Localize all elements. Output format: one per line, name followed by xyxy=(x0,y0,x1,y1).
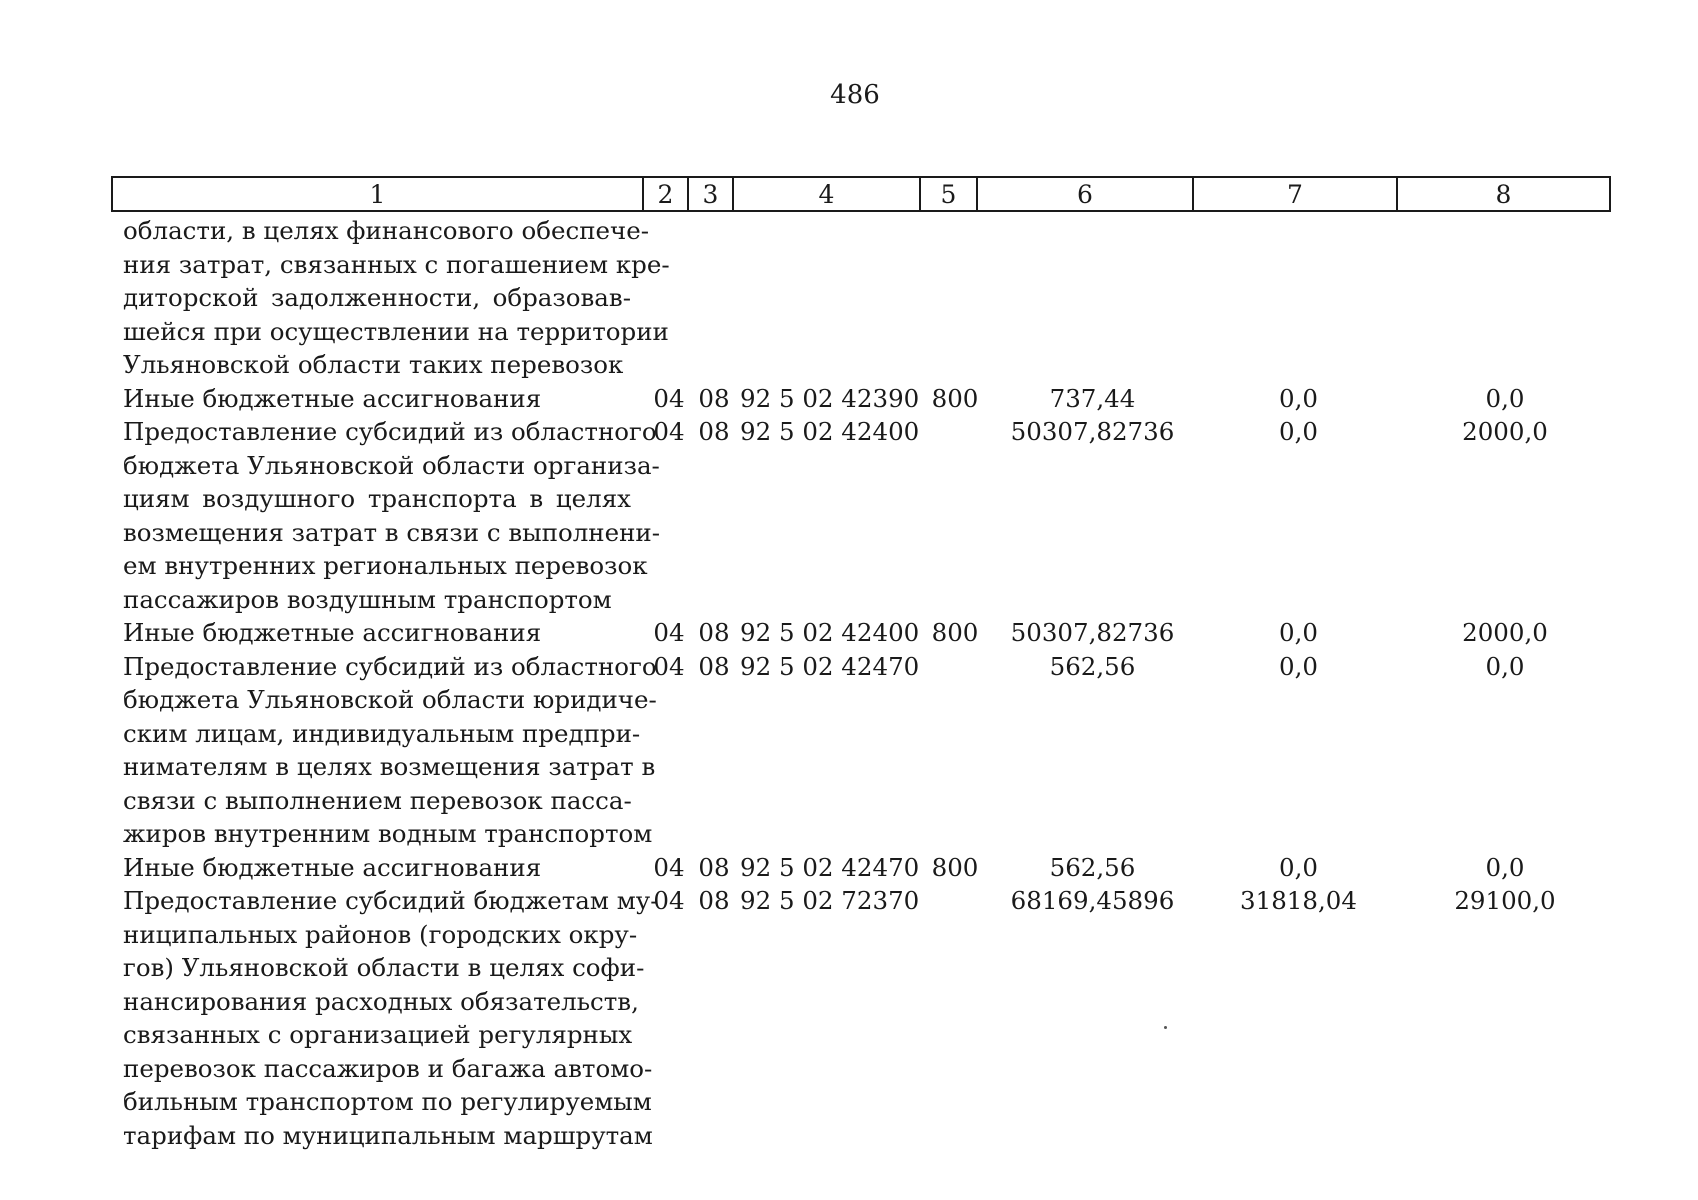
table-row xyxy=(0,415,1698,616)
table-row xyxy=(0,214,1698,382)
row-description xyxy=(123,616,631,650)
description-line: ским лицам, индивидуальным предпри- xyxy=(123,718,641,748)
description-line: шейся при осуществлении на территории xyxy=(123,316,669,346)
column-header-2: 2 xyxy=(644,178,689,210)
cell-column-7: 0,0 xyxy=(1279,383,1318,413)
row-description xyxy=(123,214,670,382)
cell-column-7: 31818,04 xyxy=(1240,886,1357,915)
cell-column-5: 800 xyxy=(931,852,979,882)
column-header-5: 5 xyxy=(921,178,978,210)
description-line: тарифам по муниципальным маршрутам xyxy=(123,1120,653,1150)
cell-column-6: 68169,45896 xyxy=(1010,886,1175,915)
row-description xyxy=(123,415,661,616)
description-line: гов) Ульяновской области в целях софи- xyxy=(123,953,645,982)
column-header-3: 3 xyxy=(689,178,734,210)
description-line: бюджета Ульяновской области организа- xyxy=(123,450,660,480)
cell-column-4: 92 5 02 42470 xyxy=(740,651,920,681)
cell-column-4: 92 5 02 42390 xyxy=(740,383,920,413)
column-header-4: 4 xyxy=(734,178,921,210)
description-line: возмещения затрат в связи с выполнени- xyxy=(123,517,661,547)
cell-column-6: 50307,82736 xyxy=(1010,618,1175,647)
cell-column-7: 0,0 xyxy=(1279,417,1318,446)
description-line: Иные бюджетные ассигнования xyxy=(123,618,542,647)
description-line: ния затрат, связанных с погашением кре- xyxy=(123,249,670,279)
scan-speck xyxy=(1164,1026,1167,1029)
row-description xyxy=(123,884,659,1152)
table-row xyxy=(0,884,1698,1152)
cell-column-3: 08 xyxy=(698,383,730,413)
cell-column-3: 08 xyxy=(698,618,730,647)
cell-column-3: 08 xyxy=(698,852,730,882)
description-line: диторской задолженности, образовав- xyxy=(123,283,631,312)
description-line: нимателям в целях возмещения затрат в xyxy=(123,752,656,781)
cell-column-7: 0,0 xyxy=(1279,618,1318,647)
description-line: ем внутренних региональных перевозок xyxy=(123,551,648,580)
cell-column-8: 29100,0 xyxy=(1454,886,1556,915)
cell-column-8: 0,0 xyxy=(1485,383,1525,413)
cell-column-8: 2000,0 xyxy=(1462,618,1548,647)
table-row xyxy=(0,616,1698,650)
cell-column-2: 04 xyxy=(653,852,685,882)
cell-column-4: 92 5 02 72370 xyxy=(740,886,920,915)
page-number: 486 xyxy=(830,80,880,110)
row-description xyxy=(123,650,657,851)
column-header-row xyxy=(111,176,1611,212)
cell-column-3: 08 xyxy=(698,417,730,446)
cell-column-8: 2000,0 xyxy=(1462,417,1548,446)
description-line: Предоставление субсидий бюджетам му- xyxy=(123,886,659,915)
cell-column-8: 0,0 xyxy=(1485,852,1525,882)
description-line: ниципальных районов (городских окру- xyxy=(123,919,638,949)
table-row xyxy=(0,851,1698,885)
description-line: перевозок пассажиров и багажа автомо- xyxy=(123,1053,653,1083)
description-line: Предоставление субсидий из областного xyxy=(123,417,657,446)
cell-column-4: 92 5 02 42400 xyxy=(740,618,920,647)
description-line: Ульяновской области таких перевозок xyxy=(123,350,624,379)
description-line: связи с выполнением перевозок пасса- xyxy=(123,785,632,815)
cell-column-3: 08 xyxy=(698,651,730,681)
description-line: области, в целях финансового обеспече- xyxy=(123,216,649,245)
cell-column-2: 04 xyxy=(653,618,685,647)
row-description xyxy=(123,851,631,885)
cell-column-6: 737,44 xyxy=(1049,383,1136,413)
cell-column-6: 562,56 xyxy=(1049,852,1136,882)
cell-column-2: 04 xyxy=(653,417,685,446)
description-line: связанных с организацией регулярных xyxy=(123,1020,633,1049)
description-line: бильным транспортом по регулируемым xyxy=(123,1087,652,1116)
cell-column-2: 04 xyxy=(653,383,685,413)
column-header-6: 6 xyxy=(978,178,1194,210)
description-line: Иные бюджетные ассигнования xyxy=(123,383,542,413)
cell-column-2: 04 xyxy=(653,886,685,915)
column-header-7: 7 xyxy=(1194,178,1398,210)
description-line: Предоставление субсидий из областного xyxy=(123,651,657,681)
cell-column-5: 800 xyxy=(931,618,979,647)
cell-column-2: 04 xyxy=(653,651,685,681)
cell-column-5: 800 xyxy=(931,383,979,413)
cell-column-3: 08 xyxy=(698,886,730,915)
cell-column-4: 92 5 02 42400 xyxy=(740,417,920,446)
description-line: жиров внутренним водным транспортом xyxy=(123,819,653,848)
description-line: нансирования расходных обязательств, xyxy=(123,986,639,1016)
cell-column-8: 0,0 xyxy=(1485,651,1525,681)
cell-column-4: 92 5 02 42470 xyxy=(740,852,920,882)
table-row xyxy=(0,650,1698,851)
description-line: циям воздушного транспорта в целях xyxy=(123,484,631,513)
description-line: Иные бюджетные ассигнования xyxy=(123,852,542,882)
column-header-1: 1 xyxy=(113,178,644,210)
cell-column-7: 0,0 xyxy=(1279,852,1318,882)
column-header-8: 8 xyxy=(1495,180,1512,209)
table-row xyxy=(0,382,1698,416)
cell-column-6: 50307,82736 xyxy=(1010,417,1175,446)
cell-column-6: 562,56 xyxy=(1049,651,1136,681)
description-line: пассажиров воздушным транспортом xyxy=(123,584,612,614)
description-line: бюджета Ульяновской области юридиче- xyxy=(123,685,657,714)
row-description xyxy=(123,382,631,416)
cell-column-7: 0,0 xyxy=(1279,651,1318,681)
